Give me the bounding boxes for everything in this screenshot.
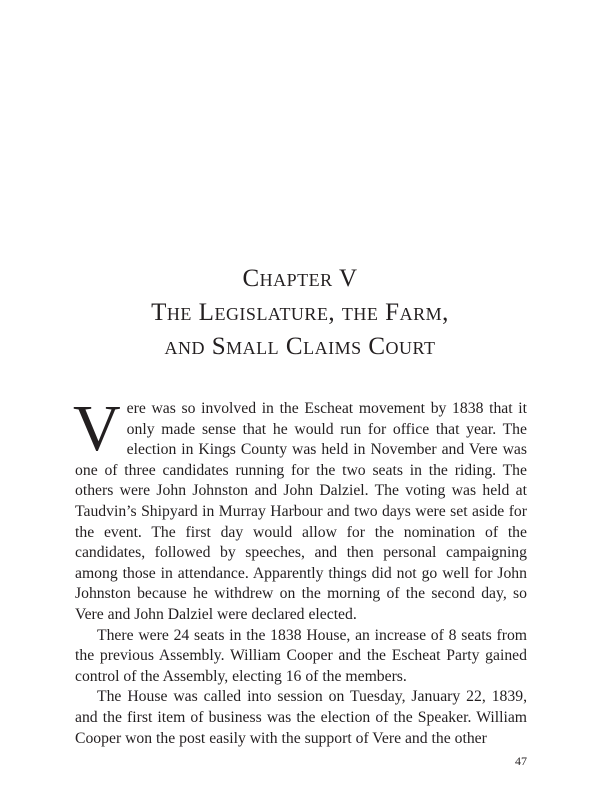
chapter-number: Chapter V	[242, 265, 358, 292]
paragraph-2: There were 24 seats in the 1838 House, an increase of 8 seats from the previous Assembly. William Cooper and the Escheat Party gained control of the Assembly, electing 16 of the members.	[75, 626, 527, 685]
page-number: 47	[515, 754, 527, 768]
paragraph-1-text: ere was so involved in the Escheat movement by 1838 that it only made sense that he would run for office that year. The election in Kings County was held in November and Vere was one of three candidates running for the two seats in the riding. The others were John Johnston and John Dalziel. The voting was held at Taudvin’s Shipyard in Murray Harbour and two days were set aside for the event. The first day would allow for the nomination of the candidates, followed by speeches, and then personal campaigning among those in attendance. Apparently things did not go well for John Johnston because he withdrew on the morning of the second day, so Vere and John Dalziel were declared elected.	[75, 400, 527, 623]
paragraph-1	[73, 392, 527, 626]
body-text	[73, 392, 527, 749]
drop-cap: V	[73, 392, 121, 465]
chapter-heading	[60, 262, 540, 364]
chapter-title-line-2: and Small Claims Court	[164, 333, 436, 360]
paragraph-3: The House was called into session on Tuesday, January 22, 1839, and the first item of business was the election of the Speaker. William Cooper won the post easily with the support of Vere and the other	[75, 688, 527, 747]
chapter-title-line-1: The Legislature, the Farm,	[151, 299, 449, 326]
